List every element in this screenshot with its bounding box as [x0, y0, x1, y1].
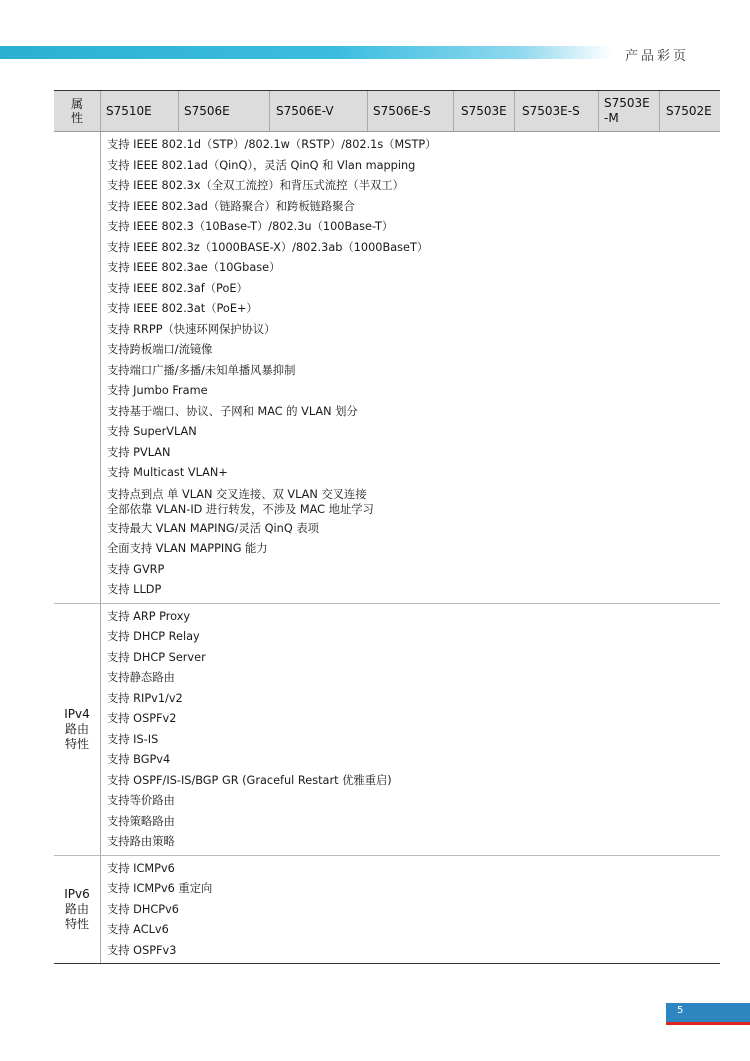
column-divider	[453, 91, 454, 131]
table-section	[54, 856, 720, 965]
feature-list	[100, 604, 720, 855]
feature-item: 支持等价路由	[107, 794, 175, 807]
column-divider	[269, 91, 270, 131]
page-header-title: 产品彩页	[625, 49, 690, 64]
column-divider	[598, 91, 599, 131]
section-label-line: 路由	[64, 901, 89, 916]
model-header-s7506e: S7506E	[184, 104, 230, 118]
section-label-line: IPv6	[64, 886, 90, 901]
feature-item: 支持 RRPP（快速环网保护协议）	[107, 322, 276, 336]
feature-item: 支持 DHCP Server	[107, 650, 206, 664]
section-label	[54, 856, 101, 964]
feature-item: 支持路由策略	[107, 835, 175, 848]
feature-list	[100, 132, 720, 603]
feature-item: 支持 IEEE 802.3af（PoE）	[107, 281, 248, 295]
feature-item: 支持最大 VLAN MAPING/灵活 QinQ 表项	[107, 521, 319, 535]
feature-item: 支持策略路由	[107, 814, 175, 828]
feature-item-line: 支持点到点 单 VLAN 交叉连接、双 VLAN 交叉连接	[107, 487, 367, 501]
spec-table	[54, 90, 720, 964]
attr-header-cell	[54, 91, 101, 131]
attr-header-char: 属	[70, 97, 83, 111]
feature-item: 支持 IEEE 802.3ae（10Gbase）	[107, 261, 281, 274]
model-header-s7502e: S7502E	[666, 104, 712, 118]
feature-item: 支持 DHCPv6	[107, 902, 179, 916]
column-divider	[659, 91, 660, 131]
feature-item: 支持 ARP Proxy	[107, 609, 191, 623]
feature-item: 支持 Jumbo Frame	[107, 384, 208, 397]
feature-item: 支持 ICMPv6	[107, 861, 175, 875]
section-label-line: 特性	[64, 916, 89, 931]
feature-item: 支持 IEEE 802.3（10Base-T）/802.3u（100Base-T）	[107, 220, 394, 233]
feature-item: 支持 IEEE 802.3ad（链路聚合）和跨板链路聚合	[107, 199, 355, 213]
feature-item: 支持 IS-IS	[107, 732, 159, 746]
feature-item: 支持 Multicast VLAN+	[107, 466, 228, 479]
model-header-s7506e-v: S7506E-V	[276, 104, 334, 118]
section-label-line: 路由	[64, 721, 89, 736]
feature-item: 支持跨板端口/流镜像	[107, 343, 213, 356]
section-label-line: 特性	[64, 736, 89, 751]
section-label	[54, 132, 101, 603]
feature-list	[100, 856, 720, 964]
feature-item: 支持 SuperVLAN	[107, 425, 197, 438]
page-number: 5	[677, 1005, 684, 1016]
feature-item: 支持 OSPFv3	[107, 943, 177, 957]
column-divider	[178, 91, 179, 131]
feature-item: 支持 ACLv6	[107, 923, 169, 936]
table-section	[54, 132, 720, 604]
feature-item: 支持 IEEE 802.3x（全双工流控）和背压式流控（半双工）	[107, 179, 404, 192]
feature-item: 支持 DHCP Relay	[107, 630, 200, 643]
feature-item: 支持 IEEE 802.3at（PoE+）	[107, 302, 258, 315]
model-header-s7503e: S7503E	[461, 104, 507, 118]
feature-item: 支持 ICMPv6 重定向	[107, 882, 213, 895]
feature-item: 支持基于端口、协议、子网和 MAC 的 VLAN 划分	[107, 404, 358, 418]
feature-item: 支持 PVLAN	[107, 445, 171, 459]
column-divider	[367, 91, 368, 131]
feature-item	[107, 484, 720, 519]
table-header-row	[54, 90, 720, 132]
feature-item: 支持端口广播/多播/未知单播风暴抑制	[107, 363, 296, 377]
feature-item: 支持 IEEE 802.1ad（QinQ），灵活 QinQ 和 Vlan mapping	[107, 158, 416, 172]
table-section	[54, 604, 720, 856]
header-accent-bar	[0, 46, 612, 59]
feature-item: 支持 GVRP	[107, 562, 165, 576]
feature-item: 支持 LLDP	[107, 583, 162, 596]
feature-item: 支持静态路由	[107, 671, 175, 684]
feature-item: 支持 IEEE 802.1d（STP）/802.1w（RSTP）/802.1s（MSTP）	[107, 138, 437, 151]
feature-item: 支持 OSPF/IS-IS/BGP GR (Graceful Restart 优雅重启)	[107, 773, 392, 787]
feature-item: 支持 BGPv4	[107, 753, 171, 766]
model-header-s7503e-s: S7503E-S	[522, 104, 580, 118]
model-header-s7503e-m: S7503E-M	[604, 96, 650, 125]
section-label	[54, 604, 101, 855]
feature-item: 支持 OSPFv2	[107, 712, 177, 725]
model-header-s7510e: S7510E	[106, 104, 152, 118]
section-label-line: IPv4	[64, 706, 90, 721]
model-header-s7506e-s: S7506E-S	[373, 104, 431, 118]
feature-item: 支持 IEEE 802.3z（1000BASE-X）/802.3ab（1000BaseT）	[107, 240, 429, 254]
feature-item-line: 全部依靠 VLAN-ID 进行转发，不涉及 MAC 地址学习	[107, 502, 374, 516]
feature-item: 支持 RIPv1/v2	[107, 691, 183, 705]
column-divider	[514, 91, 515, 131]
attr-header-char: 性	[70, 111, 83, 125]
feature-item: 全面支持 VLAN MAPPING 能力	[107, 542, 268, 555]
